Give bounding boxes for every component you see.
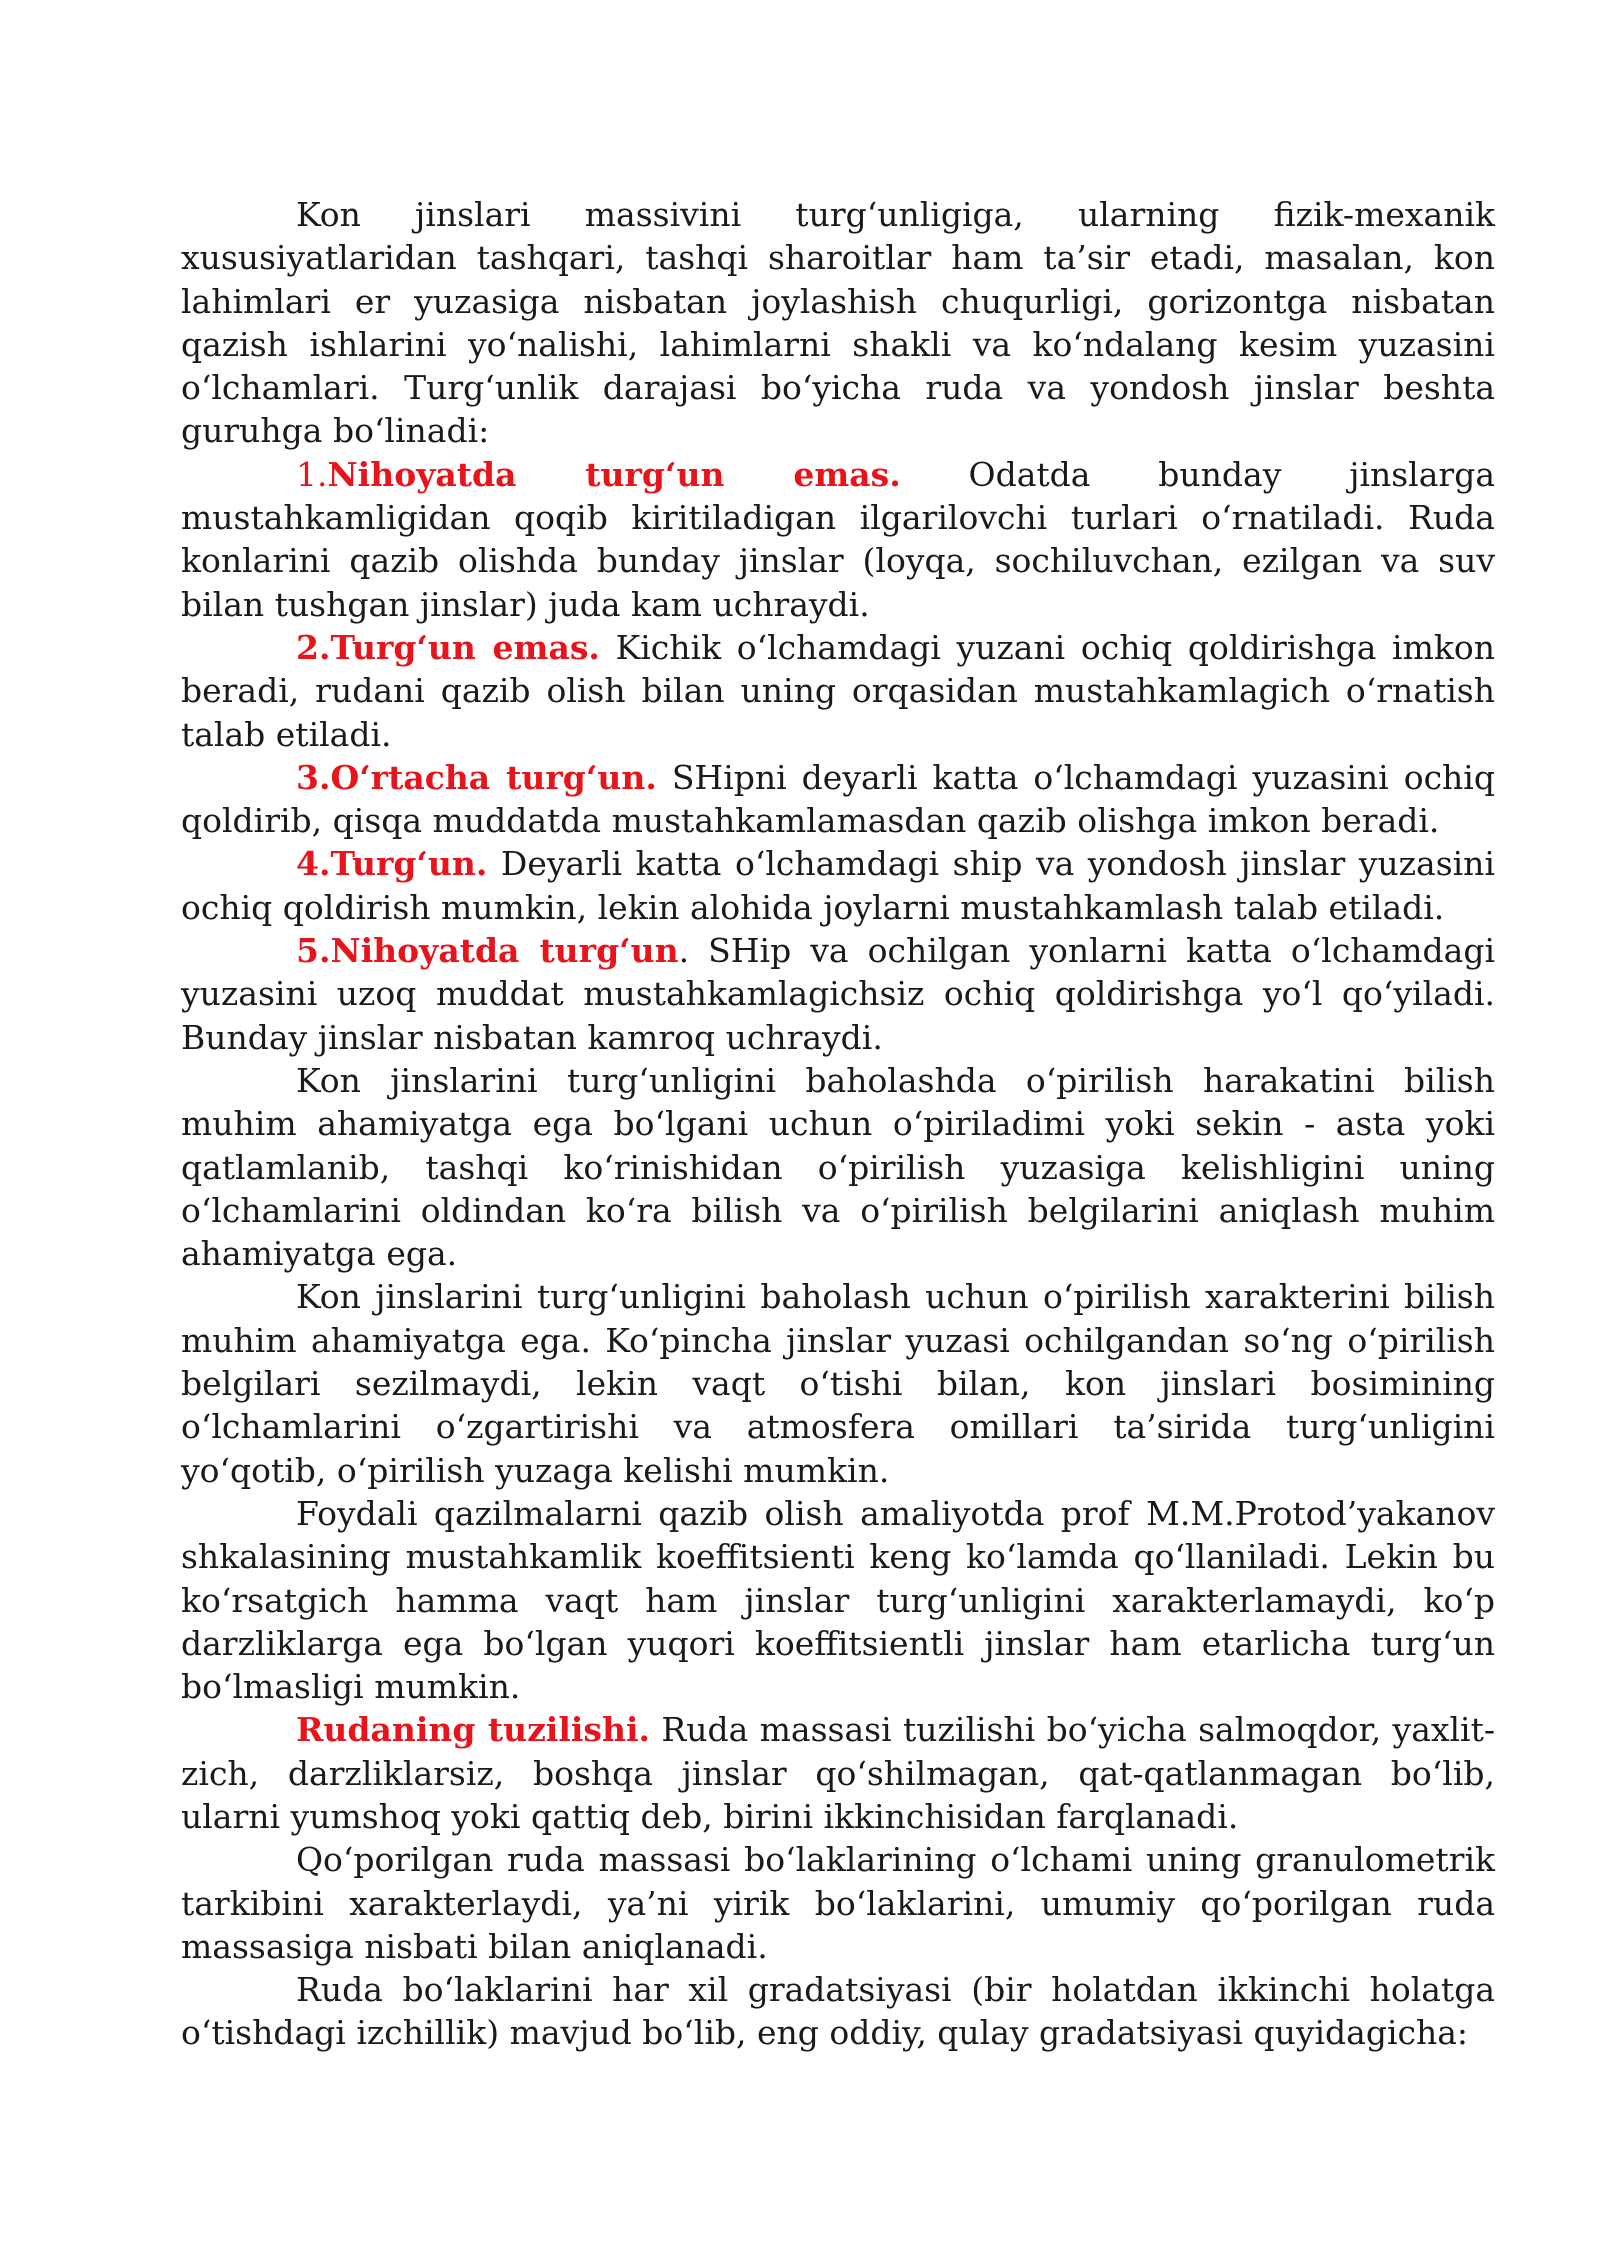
paragraph-text: Qo‘porilgan ruda massasi bo‘laklarining o‘lchami uning granulometrik tarkibini xarakterlaydi, ya’ni yirik bo‘laklarini, umumiy qo‘porilgan ruda massasiga nisbati bilan aniqlanadi. (181, 1840, 1495, 1966)
group-1-title: Nihoyatda turg‘un emas. (327, 454, 901, 494)
paragraph-group-5 (181, 929, 1495, 1059)
group-1-heading (296, 455, 901, 494)
group-5-heading: 5.Nihoyatda turg‘un (296, 931, 679, 971)
paragraph-collapse-character (181, 1275, 1495, 1491)
paragraph-gradation (181, 1968, 1495, 2055)
paragraph-text: . SHip va ochilgan yonlarni katta o‘lchamdagi yuzasini uzoq muddat mustahkamlagichsiz ochiq qoldirishga yo‘l qo‘yiladi. Bunday jinslar nisbatan kamroq uchraydi. (181, 931, 1495, 1057)
paragraph-text: SHipni deyarli katta o‘lchamdagi yuzasini ochiq qoldirib, qisqa muddatda mustahkamlamasdan qazib olishga imkon beradi. (181, 757, 1495, 841)
paragraph-text: Ruda bo‘laklarini har xil gradatsiyasi (bir holatdan ikkinchi holatga o‘tishdagi izchillik) mavjud bo‘lib, eng oddiy, qulay gradatsiyasi quyidagicha: (181, 1970, 1495, 2053)
group-4-heading: 4.Turg‘un. (296, 844, 488, 884)
group-2-heading: 2.Turg‘un emas. (296, 627, 600, 667)
paragraph-group-4 (181, 842, 1495, 929)
paragraph-stability-factors (181, 193, 1495, 453)
paragraph-group-2 (181, 626, 1495, 756)
paragraph-granulometric (181, 1838, 1495, 1968)
paragraph-text: Kon jinslarini turg‘unligini baholash uchun o‘pirilish xarakterini bilish muhim ahamiyatga ega. Ko‘pincha jinslar yuzasi ochilgandan so‘ng o‘pirilish belgilari sezilmaydi, lekin vaqt o‘tishi bilan, kon jinslari bosimining o‘lchamlarini o‘zgartirishi va atmosfera omillari ta’sirida turg‘unligini yo‘qotib, o‘pirilish yuzaga kelishi mumkin. (181, 1277, 1495, 1490)
group-3-heading: 3.O‘rtacha turg‘un. (296, 757, 657, 797)
paragraph-text: Odatda bunday jinslarga mustahkamligidan qoqib kiritiladigan ilgarilovchi turlari o‘rnatiladi. Ruda konlarini qazib olishda bunday jinslar (loyqa, sochiluvchan, ezilgan va suv bilan tushgan jinslar) juda kam uchraydi. (181, 454, 1495, 624)
paragraph-text: Kichik o‘lchamdagi yuzani ochiq qoldirishga imkon beradi, rudani qazib olish bilan uning orqasidan mustahkamlagich o‘rnatish talab etiladi. (181, 627, 1495, 754)
group-1-number: 1. (296, 454, 328, 494)
paragraph-text: Deyarli katta o‘lchamdagi ship va yondosh jinslar yuzasini ochiq qoldirish mumkin, lekin alohida joylarni mustahkamlash talab etiladi. (181, 844, 1495, 927)
paragraph-protodyakonov-scale (181, 1492, 1495, 1708)
paragraph-text: Kon jinslarini turg‘unligini baholashda o‘pirilish harakatini bilish muhim ahamiyatga ega bo‘lgani uchun o‘piriladimi yoki sekin - asta yoki qatlamlanib, tashqi ko‘rinishidan o‘pirilish yuzasiga kelishligini uning o‘lchamlarini oldindan ko‘ra bilish va o‘pirilish belgilarini aniqlash muhim ahamiyatga ega. (181, 1060, 1495, 1274)
paragraph-ore-structure (181, 1708, 1495, 1838)
paragraph-text: Kon jinslari massivini turg‘unligiga, ularning fizik-mexanik xususiyatlaridan tashqari, tashqi sharoitlar ham ta’sir etadi, masalan, kon lahimlari er yuzasiga nisbatan joylashish chuqurligi, gorizontga nisbatan qazish ishlarini yo‘nalishi, lahimlarni shakli va ko‘ndalang kesim yuzasini o‘lchamlari. Turg‘unlik darajasi bo‘yicha ruda va yondosh jinslar beshta guruhga bo‘linadi: (181, 195, 1495, 451)
paragraph-collapse-assessment (181, 1059, 1495, 1275)
ore-structure-heading: Rudaning tuzilishi. (296, 1710, 651, 1750)
paragraph-text: Foydali qazilmalarni qazib olish amaliyotda prof M.M.Protod’yakanov shkalasining mustahkamlik koeffitsienti keng ko‘lamda qo‘llaniladi. Lekin bu ko‘rsatgich hamma vaqt ham jinslar turg‘unligini xarakterlamaydi, ko‘p darzliklarga ega bo‘lgan yuqori koeffitsientli jinslar ham etarlicha turg‘un bo‘lmasligi mumkin. (181, 1493, 1495, 1707)
document-page (181, 193, 1495, 2055)
paragraph-group-3 (181, 756, 1495, 843)
paragraph-group-1 (181, 453, 1495, 626)
paragraph-text: Ruda massasi tuzilishi bo‘yicha salmoqdor, yaxlit-zich, darzliklarsiz, boshqa jinslar qo‘shilmagan, qat-qatlanmagan bo‘lib, ularni yumshoq yoki qattiq deb, birini ikkinchisidan farqlanadi. (181, 1710, 1495, 1836)
